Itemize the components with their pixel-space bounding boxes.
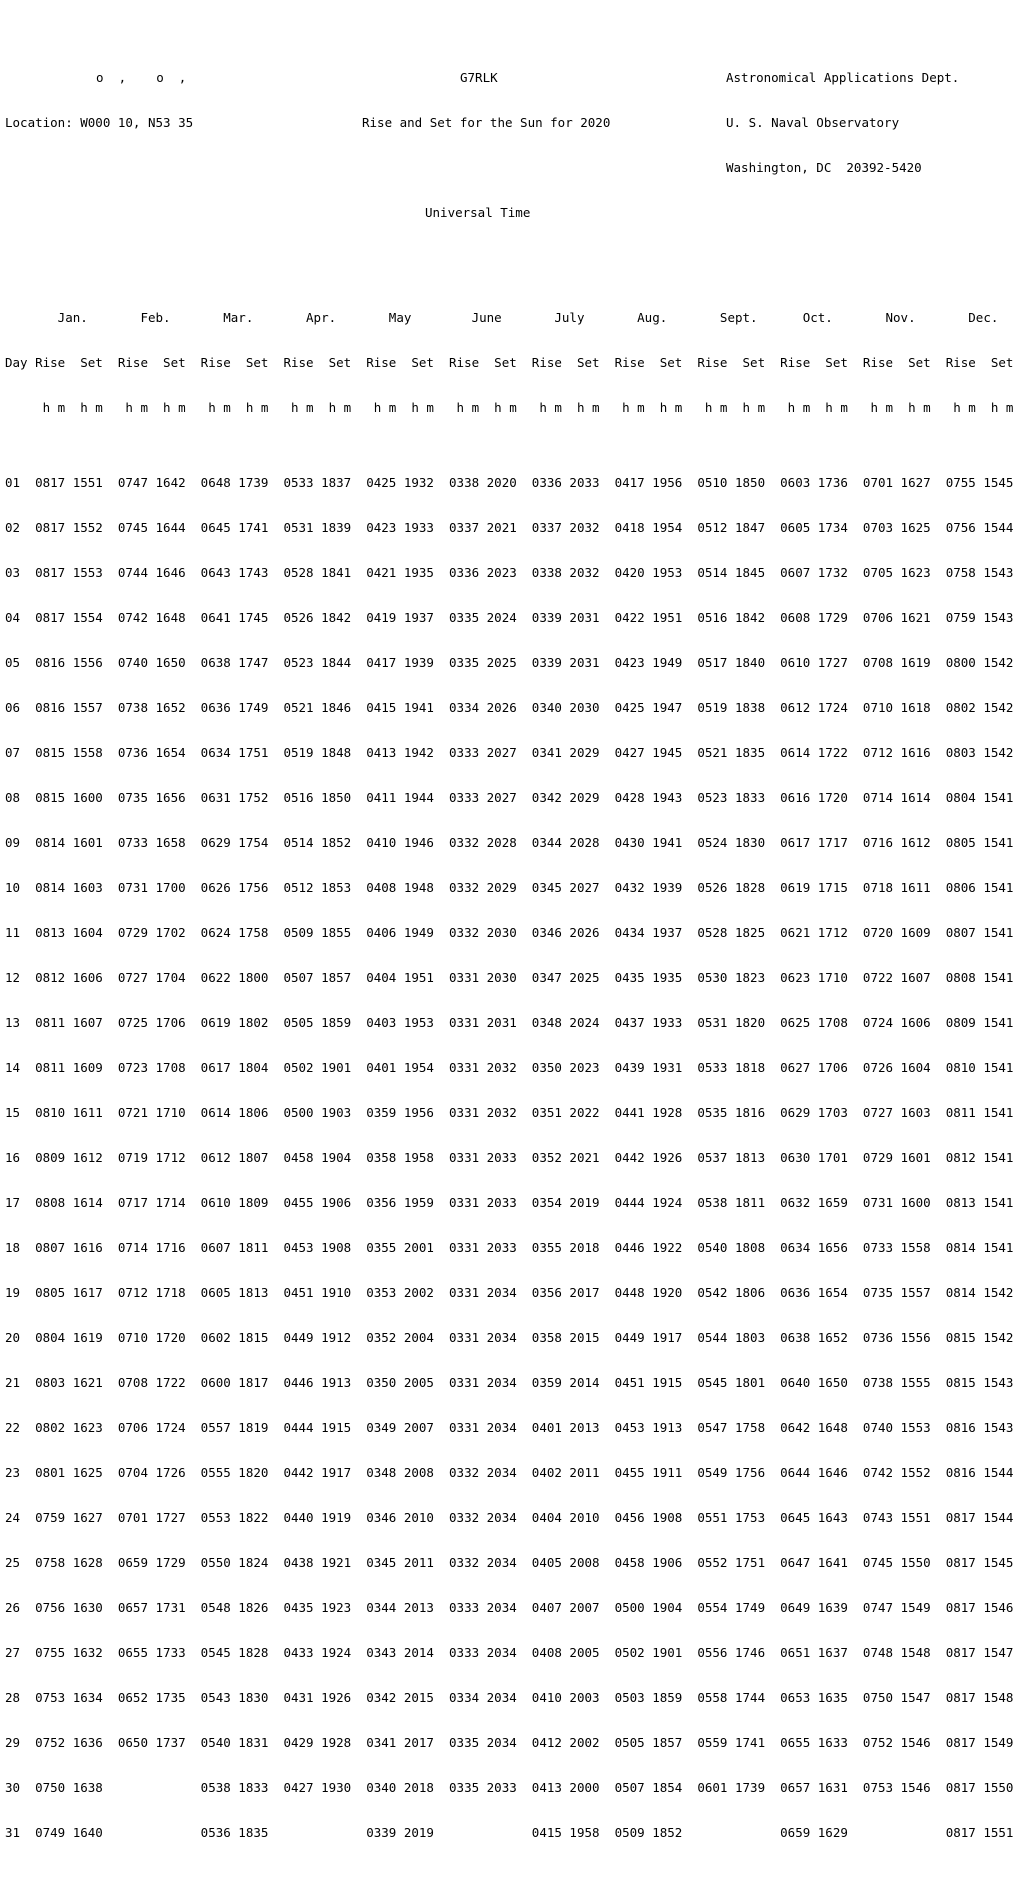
table-row: 13 0811 1607 0725 1706 0619 1802 0505 1859 0403 1953 0331 2031 0348 2024 0437 1933 0531 1820 0625 1708 0724 1606 0809 1541 [5, 1015, 1013, 1030]
table-row: 17 0808 1614 0717 1714 0610 1809 0455 1906 0356 1959 0331 2033 0354 2019 0444 1924 0538 1811 0632 1659 0731 1600 0813 1541 [5, 1195, 1013, 1210]
table-body [0, 445, 1013, 1870]
table-riseset-header: Day Rise Set Rise Set Rise Set Rise Set Rise Set Rise Set Rise Set Rise Set Rise Set Rise Set Rise Set Rise Set [5, 355, 1013, 370]
station-code: G7RLK [460, 70, 498, 85]
dept-line-3: Washington, DC 20392-5420 [726, 160, 922, 175]
table-row: 28 0753 1634 0652 1735 0543 1830 0431 1926 0342 2015 0334 2034 0410 2003 0503 1859 0558 1744 0653 1635 0750 1547 0817 1548 [5, 1690, 1013, 1705]
table-row: 04 0817 1554 0742 1648 0641 1745 0526 1842 0419 1937 0335 2024 0339 2031 0422 1951 0516 1842 0608 1729 0706 1621 0759 1543 [5, 610, 1013, 625]
header-line-4 [0, 205, 953, 220]
table-row: 31 0749 1640 0536 1835 0339 2019 0415 1958 0509 1852 0659 1629 0817 1551 [5, 1825, 1013, 1840]
table-row: 07 0815 1558 0736 1654 0634 1751 0519 1848 0413 1942 0333 2027 0341 2029 0427 1945 0521 1835 0614 1722 0712 1616 0803 1542 [5, 745, 1013, 760]
dept-line-2: U. S. Naval Observatory [726, 115, 900, 130]
table-row: 26 0756 1630 0657 1731 0548 1826 0435 1923 0344 2013 0333 2034 0407 2007 0500 1904 0554 1749 0649 1639 0747 1549 0817 1546 [5, 1600, 1013, 1615]
table-row: 09 0814 1601 0733 1658 0629 1754 0514 1852 0410 1946 0332 2028 0344 2028 0430 1941 0524 1830 0617 1717 0716 1612 0805 1541 [5, 835, 1013, 850]
table-row: 12 0812 1606 0727 1704 0622 1800 0507 1857 0404 1951 0331 2030 0347 2025 0435 1935 0530 1823 0623 1710 0722 1607 0808 1541 [5, 970, 1013, 985]
location-label: Location: W000 10, N53 35 [5, 115, 194, 130]
table-row: 15 0810 1611 0721 1710 0614 1806 0500 1903 0359 1956 0331 2032 0351 2022 0441 1928 0535 1816 0629 1703 0727 1603 0811 1541 [5, 1105, 1013, 1120]
table-row: 23 0801 1625 0704 1726 0555 1820 0442 1917 0348 2008 0332 2034 0402 2011 0455 1911 0549 1756 0644 1646 0742 1552 0816 1544 [5, 1465, 1013, 1480]
table-row: 22 0802 1623 0706 1724 0557 1819 0444 1915 0349 2007 0331 2034 0401 2013 0453 1913 0547 1758 0642 1648 0740 1553 0816 1543 [5, 1420, 1013, 1435]
table-row: 10 0814 1603 0731 1700 0626 1756 0512 1853 0408 1948 0332 2029 0345 2027 0432 1939 0526 1828 0619 1715 0718 1611 0806 1541 [5, 880, 1013, 895]
table-row: 30 0750 1638 0538 1833 0427 1930 0340 2018 0335 2033 0413 2000 0507 1854 0601 1739 0657 1631 0753 1546 0817 1550 [5, 1780, 1013, 1795]
table-row: 29 0752 1636 0650 1737 0540 1831 0429 1928 0341 2017 0335 2034 0412 2002 0505 1857 0559 1741 0655 1633 0752 1546 0817 1549 [5, 1735, 1013, 1750]
time-system-label: Universal Time [425, 205, 531, 220]
table-row: 19 0805 1617 0712 1718 0605 1813 0451 1910 0353 2002 0331 2034 0356 2017 0448 1920 0542 1806 0636 1654 0735 1557 0814 1542 [5, 1285, 1013, 1300]
table-month-header: Jan. Feb. Mar. Apr. May June July Aug. Sept. Oct. Nov. Dec. [5, 310, 999, 325]
table-row: 01 0817 1551 0747 1642 0648 1739 0533 1837 0425 1932 0338 2020 0336 2033 0417 1956 0510 1850 0603 1736 0701 1627 0755 1545 [5, 475, 1013, 490]
table-row: 21 0803 1621 0708 1722 0600 1817 0446 1913 0350 2005 0331 2034 0359 2014 0451 1915 0545 1801 0640 1650 0738 1555 0815 1543 [5, 1375, 1013, 1390]
table-hm-header: h m h m h m h m h m h m h m h m h m h m h m h m h m h m h m h m h m h m h m h m h m h m h m h m [5, 400, 1013, 415]
dept-line-1: Astronomical Applications Dept. [726, 70, 960, 85]
table-row: 06 0816 1557 0738 1652 0636 1749 0521 1846 0415 1941 0334 2026 0340 2030 0425 1947 0519 1838 0612 1724 0710 1618 0802 1542 [5, 700, 1013, 715]
degree-marks: o , o , [96, 70, 187, 85]
table-row: 27 0755 1632 0655 1733 0545 1828 0433 1924 0343 2014 0333 2034 0408 2005 0502 1901 0556 1746 0651 1637 0748 1548 0817 1547 [5, 1645, 1013, 1660]
table-row: 11 0813 1604 0729 1702 0624 1758 0509 1855 0406 1949 0332 2030 0346 2026 0434 1937 0528 1825 0621 1712 0720 1609 0807 1541 [5, 925, 1013, 940]
table-row: 25 0758 1628 0659 1729 0550 1824 0438 1921 0345 2011 0332 2034 0405 2008 0458 1906 0552 1751 0647 1641 0745 1550 0817 1545 [5, 1555, 1013, 1570]
table-row: 24 0759 1627 0701 1727 0553 1822 0440 1919 0346 2010 0332 2034 0404 2010 0456 1908 0551 1753 0645 1643 0743 1551 0817 1544 [5, 1510, 1013, 1525]
header-line-2 [0, 115, 953, 130]
page-title: Rise and Set for the Sun for 2020 [362, 115, 611, 130]
table-row: 05 0816 1556 0740 1650 0638 1747 0523 1844 0417 1939 0335 2025 0339 2031 0423 1949 0517 1840 0610 1727 0708 1619 0800 1542 [5, 655, 1013, 670]
header-line-1 [0, 70, 960, 85]
table-row: 02 0817 1552 0745 1644 0645 1741 0531 1839 0423 1933 0337 2021 0337 2032 0418 1954 0512 1847 0605 1734 0703 1625 0756 1544 [5, 520, 1013, 535]
table-row: 18 0807 1616 0714 1716 0607 1811 0453 1908 0355 2001 0331 2033 0355 2018 0446 1922 0540 1808 0634 1656 0733 1558 0814 1541 [5, 1240, 1013, 1255]
table-row: 20 0804 1619 0710 1720 0602 1815 0449 1912 0352 2004 0331 2034 0358 2015 0449 1917 0544 1803 0638 1652 0736 1556 0815 1542 [5, 1330, 1013, 1345]
table-row: 03 0817 1553 0744 1646 0643 1743 0528 1841 0421 1935 0336 2023 0338 2032 0420 1953 0514 1845 0607 1732 0705 1623 0758 1543 [5, 565, 1013, 580]
header-line-3 [0, 160, 953, 175]
table-row: 08 0815 1600 0735 1656 0631 1752 0516 1850 0411 1944 0333 2027 0342 2029 0428 1943 0523 1833 0616 1720 0714 1614 0804 1541 [5, 790, 1013, 805]
table-row: 14 0811 1609 0723 1708 0617 1804 0502 1901 0401 1954 0331 2032 0350 2023 0439 1931 0533 1818 0627 1706 0726 1604 0810 1541 [5, 1060, 1013, 1075]
table-row: 16 0809 1612 0719 1712 0612 1807 0458 1904 0358 1958 0331 2033 0352 2021 0442 1926 0537 1813 0630 1701 0729 1601 0812 1541 [5, 1150, 1013, 1165]
